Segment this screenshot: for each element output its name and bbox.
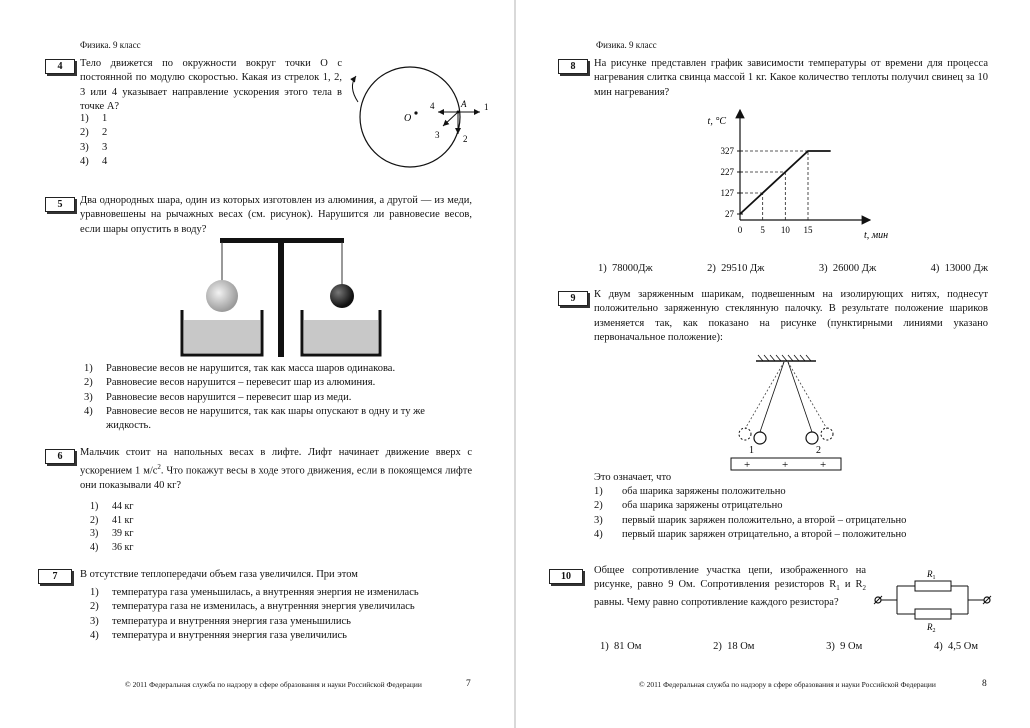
answer-option[interactable]: 4) 36 кг — [90, 541, 134, 553]
question-6-options — [90, 500, 133, 554]
copper-ball — [330, 284, 354, 308]
question-10-options — [600, 640, 978, 654]
x-tick-label: 15 — [803, 225, 813, 235]
aluminium-ball — [206, 280, 238, 312]
question-9-lead: Это означает, что — [594, 472, 672, 483]
question-number-9: 9 — [558, 291, 588, 306]
answer-option[interactable]: 3) температура и внутренняя энергия газа уменьшились — [90, 615, 351, 627]
x-tick-label: 5 — [760, 225, 765, 235]
ball-2 — [806, 432, 818, 444]
arrow-3-label: 3 — [435, 130, 440, 140]
question-number-7: 7 — [38, 569, 72, 584]
question-7-options — [90, 586, 419, 643]
arrow-4-label: 4 — [430, 101, 435, 111]
page-footer: © 2011 Федеральная служба по надзору в сфере образования и науки Российской Федерации — [125, 680, 422, 689]
question-8-options — [598, 262, 988, 276]
answer-option[interactable]: 4) температура и внутренняя энергия газа увеличились — [90, 629, 347, 641]
y-tick-label: 327 — [720, 146, 734, 156]
answer-option[interactable]: 3) 3 — [80, 141, 108, 153]
question-9-text: К двум заряженным шарикам, подвешенным на изолирующих нитях, поднесут положительно заряженную стеклянную палочку. В результате положение шариков изменяется так, как показано на рисунке (пунктирными линиями указано первоначальное положение): — [594, 289, 988, 343]
x-tick-label: 10 — [780, 225, 790, 235]
y-tick-label: 227 — [720, 167, 734, 177]
question-number-8: 8 — [558, 59, 588, 74]
answer-option[interactable]: 2) 41 кг — [90, 514, 134, 526]
arrow-1-label: 1 — [484, 102, 489, 112]
answer-option[interactable]: 2) 2 — [80, 127, 108, 139]
y-tick-label: 27 — [725, 209, 734, 219]
answer-option[interactable]: 3) 26000 Дж — [818, 263, 877, 274]
svg-text:+: + — [744, 459, 751, 471]
y-tick-label: 127 — [720, 188, 734, 198]
page-7 — [0, 0, 514, 728]
svg-text:R1: $R_1$ — [927, 569, 936, 581]
question-7-text: В отсутствие теплопередачи объем газа увеличился. При этом — [80, 569, 358, 580]
answer-option[interactable]: 1) оба шарика заряжены положительно — [594, 486, 786, 497]
answer-option[interactable]: 2) оба шарика заряжены отрицательно — [594, 500, 783, 512]
resistor-circuit-figure — [871, 566, 996, 636]
question-number-5: 5 — [45, 197, 75, 212]
answer-option[interactable]: 1) 81 Ом — [600, 641, 642, 652]
answer-option[interactable]: 1) Равновесие весов не нарушится, так как масса шаров одинакова. — [84, 363, 396, 374]
svg-text:R2: $R_2$ — [927, 622, 936, 634]
answer-option[interactable]: 3) 9 Ом — [826, 641, 863, 652]
point-a-label: A — [461, 99, 467, 109]
answer-option[interactable]: 3) первый шарик заряжен положительно, а второй – отрицательно — [594, 514, 907, 526]
y-axis-label: t, °C — [707, 116, 726, 127]
answer-option[interactable]: 1) 1 — [80, 113, 108, 124]
answer-option[interactable]: 2) 29510 Дж — [707, 263, 765, 274]
arrow-2-label: 2 — [463, 134, 468, 144]
question-6-text: Мальчик стоит на напольных весах в лифте. Лифт начинает движение вверх с ускорением 1 $м/с^2$. Что покажут весы в ходе этого движения, если в покоящемся лифте они показывали 40 кг? — [80, 447, 473, 492]
svg-text:+: + — [820, 459, 827, 471]
answer-option-continuation: жидкость. — [106, 420, 151, 432]
answer-option[interactable]: 4) 4,5 Ом — [933, 641, 978, 652]
question-8-text: На рисунке представлен график зависимости температуры от времени для процесса нагревания слитка свинца массой 1 кг. Какое количество теплоты получил свинец за 10 мин нагревания? — [594, 58, 988, 98]
question-5-text: Два однородных шара, один из которых изготовлен из алюминия, а другой — из меди, уравновешены на рычажных весах (см. рисунок). Нарушится ли равновесие весов, если шары опустить в воду? — [80, 195, 472, 235]
question-4-options — [80, 112, 107, 169]
question-number-4: 4 — [45, 59, 75, 74]
answer-option[interactable]: 1) 78000Дж — [598, 263, 653, 274]
answer-option[interactable]: 4) 4 — [80, 155, 108, 167]
resistor-r1 — [915, 581, 951, 591]
svg-text:+: + — [782, 459, 789, 471]
page-number: 8 — [982, 679, 987, 689]
answer-option[interactable]: 4) первый шарик заряжен отрицательно, а второй – положительно — [594, 528, 907, 540]
answer-option[interactable]: 4) Равновесие весов не нарушится, так как шары опускают в одну и ту же — [84, 405, 425, 417]
balance-scale-figure — [170, 234, 395, 359]
page-header: Физика. 9 класс — [80, 40, 141, 50]
question-number-6: 6 — [45, 449, 75, 464]
answer-option[interactable]: 3) 39 кг — [90, 528, 134, 540]
page-8 — [516, 0, 1030, 728]
point-o-label: O — [404, 113, 412, 124]
ball-1-label: 1 — [749, 445, 754, 456]
answer-option[interactable]: 2) 18 Ом — [713, 641, 755, 652]
question-4-text: Тело движется по окружности вокруг точки O с постоянной по модулю скоростью. Какая из стрелок 1, 2, 3 или 4 указывает направление ускорения этого тела в точке A? — [80, 58, 342, 112]
answer-option[interactable]: 1) температура газа уменьшилась, а внутренняя энергия не изменилась — [90, 587, 419, 598]
answer-option[interactable]: 2) Равновесие весов нарушится – перевесит шар из алюминия. — [84, 377, 376, 389]
circle-motion-figure — [340, 62, 500, 177]
ball-1 — [754, 432, 766, 444]
question-10-text: Общее сопротивление участка цепи, изображенного на рисунке, равно 9 Ом. Сопротивления резисторов $R_1$ и $R_2$ равны. Чему равно сопротивление каждого резистора? — [594, 565, 866, 608]
answer-option[interactable]: 4) 13000 Дж — [930, 263, 988, 274]
ball-2-label: 2 — [816, 445, 821, 456]
answer-option[interactable]: 1) 44 кг — [90, 501, 134, 512]
question-9-options — [594, 485, 906, 542]
page-number: 7 — [466, 679, 471, 689]
question-5-options — [84, 362, 425, 433]
x-tick-label: 0 — [737, 225, 743, 235]
x-axis-label: t, мин — [864, 230, 889, 241]
charged-balls-figure — [726, 352, 856, 474]
page-footer: © 2011 Федеральная служба по надзору в сфере образования и науки Российской Федерации — [639, 680, 936, 689]
answer-option[interactable]: 3) Равновесие весов нарушится – перевесит шар из меди. — [84, 391, 352, 403]
temperature-time-chart — [696, 100, 896, 250]
resistor-r2 — [915, 609, 951, 619]
page-header: Физика. 9 класс — [596, 40, 657, 50]
question-number-10: 10 — [549, 569, 583, 584]
answer-option[interactable]: 2) температура газа не изменилась, а внутренняя энергия увеличилась — [90, 601, 415, 613]
